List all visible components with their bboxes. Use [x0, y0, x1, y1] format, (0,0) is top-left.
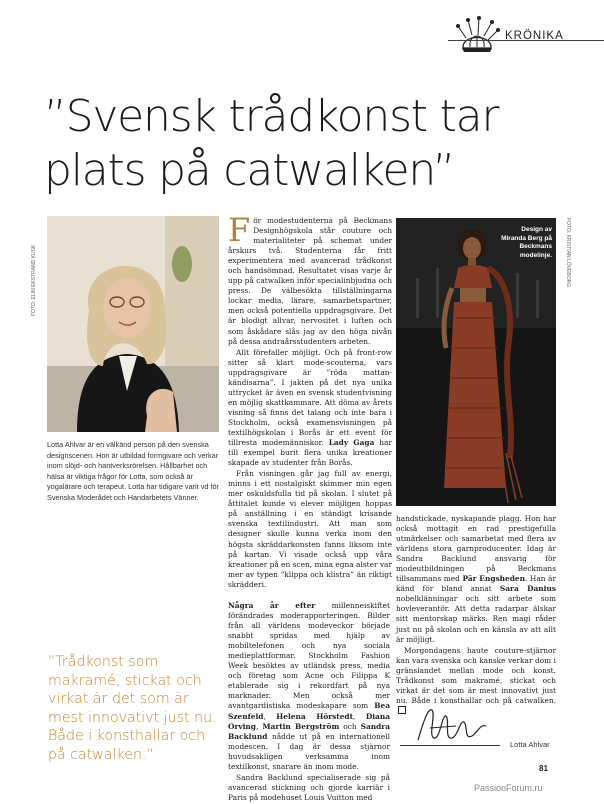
page-number: 81 [539, 764, 548, 773]
runway-caption: Design av Miranda Berg på Beckmans modelinje. [501, 226, 552, 259]
pincushion-icon [452, 14, 502, 54]
headline: ”Svensk trådkonst tar plats på catwalken” [44, 91, 499, 196]
article-column-2 [228, 601, 390, 804]
paragraph: Allt förefaller möjligt. Och på front-row sitter så klart mode-scouterna, vars uppdragsgivare är ”röda mattan-kändisarna”. I jakten på det nya unika uttrycket är även en svensk studentvisning en möjlig skattkammare. Att döma av årets visning så finns det talang och inte bara i Stockholm, också examensvisningen på textilhögskolan i Borås är ett event för tillresta modemänniskor. Lady Gaga har till exempel burit flera unika kreationer skapade av studenter från Borås. [228, 347, 392, 468]
paragraph: Sandra Backlund specialiserade sig på avancerad stickning och gjorde karriär i Paris på modehuset Louis Vuitton med [228, 772, 390, 802]
paragraph: Från visningen går jag full av energi, minns i ett nostalgiskt skimmer min egen mer oskuldsfulla tid på skolan. I slutet på åttitalet kunde vi elever möjligen hoppas på anställning i en ständigt krisande svenska textilindustri. Att man som designer skulle kunna verka inom den högsta skräddarkonsten fanns liksom inte på kartan. Vi visade också upp våra kreationer på en scen, mina egna alster var mer av typen ”klippa och klistra” än riktigt skrädderi. [228, 469, 392, 589]
paragraph: Några år efter millenneiskiftet förändrades moderapporteringen. Bilder från all världens modeveckor började snabbt spridas med hjälp av mobiltelefonen och nya sociala medieplattformar. Stockholm Fashion Week besöktes av utländsk press, media och företag som Acne och Filippa K etablerade sig i rekordfart på nya marknader. Men också mer avantgardistiska modeskapare som Bea Szenfeld, Helena Hörstedt, Diana Orving, Martin Bergström och Sandra Backlund nådde ut på en internationell modescen. I dag är dessa stjärnor huvudsakligen verksamma inom textilkonst, snarare än inom mode. [228, 601, 391, 771]
portrait-photo-credit: FOTO: ELIN EKSTRAND KUSK [31, 244, 37, 316]
article-column-1 [228, 211, 392, 591]
end-mark-icon [398, 706, 406, 714]
author-signature [410, 700, 500, 750]
paragraph: handstickade, nyskapande plagg. Hon har också mottagit en rad prestigefulla utmärkelser och samarbetat med flera av världens stora garnproducenter. Idag är Sandra Backlund ansvarig för modeutbildningen på Beckmans tillsammans med Pär Engsheden. Han är känd för bland annat Sara Danius nobelklänningar och sitt arbete som hovleverantör. Att detta radarpar älskar sitt mentorskap märks. Ren magi råder just nu på skolan och en känsla av att allt är möjligt. [396, 514, 556, 644]
author-name: Lotta Ahlvar [510, 740, 550, 749]
signature-rule [400, 745, 500, 746]
article-column-3 [396, 514, 556, 717]
paragraph: Morgondagens haute couture-stjärnor kan vara svenska och kanske verkar dom i gränslandet mellan mode och konst. Trådkonst som makramé, stickat och virkat är det som är mest innovativt just nu. Både i konsthallar och på catwalken. [396, 646, 556, 716]
pull-quote: ”Trådkonst som makramé, stickat och virkat är det som är mest innovativt just nu. Både i konsthallar och på catwalken.” [48, 654, 217, 763]
watermark: PassionForum.ru [474, 783, 543, 793]
paragraph: För modestudenterna på Beckmans Designhögskola står couture och materialiteter på schemat under årskurs två. Studenterna får fritt experimentera med avancerad trådkonst och handsömnad. Resultatet visas varje år upp på catwalken inför specialinbjudna och press. De välbesökta tillställningarna lockar media, lärare, samarbetspartner, men också potentiella uppdragsgivare. Det är blodigt allvar, nervositet i luften och som åskådare slås jag av den höga nivån på dessa andraårsstudenters arbeten. [228, 211, 392, 346]
portrait-photo [47, 216, 219, 432]
portrait-caption: Lotta Ahlvar är en välkänd person på den svenska designscenen. Hon är utbildad formgivare och verkar inom slöjd- och hantverksrörelsen. Hållbarhet och hälsa är viktiga frågor för Lotta, som också är yogalärare och terapeut. Lotta har tidigare varit vd för Svenska Moderådet och Handarbetets Vänner. [47, 440, 219, 502]
drop-cap: F [228, 211, 251, 249]
runway-photo [396, 218, 556, 506]
runway-photo-credit: FOTO: KRISTIAN LÖVEBORG [565, 218, 571, 288]
section-label: KRÖNIKA [505, 30, 564, 42]
